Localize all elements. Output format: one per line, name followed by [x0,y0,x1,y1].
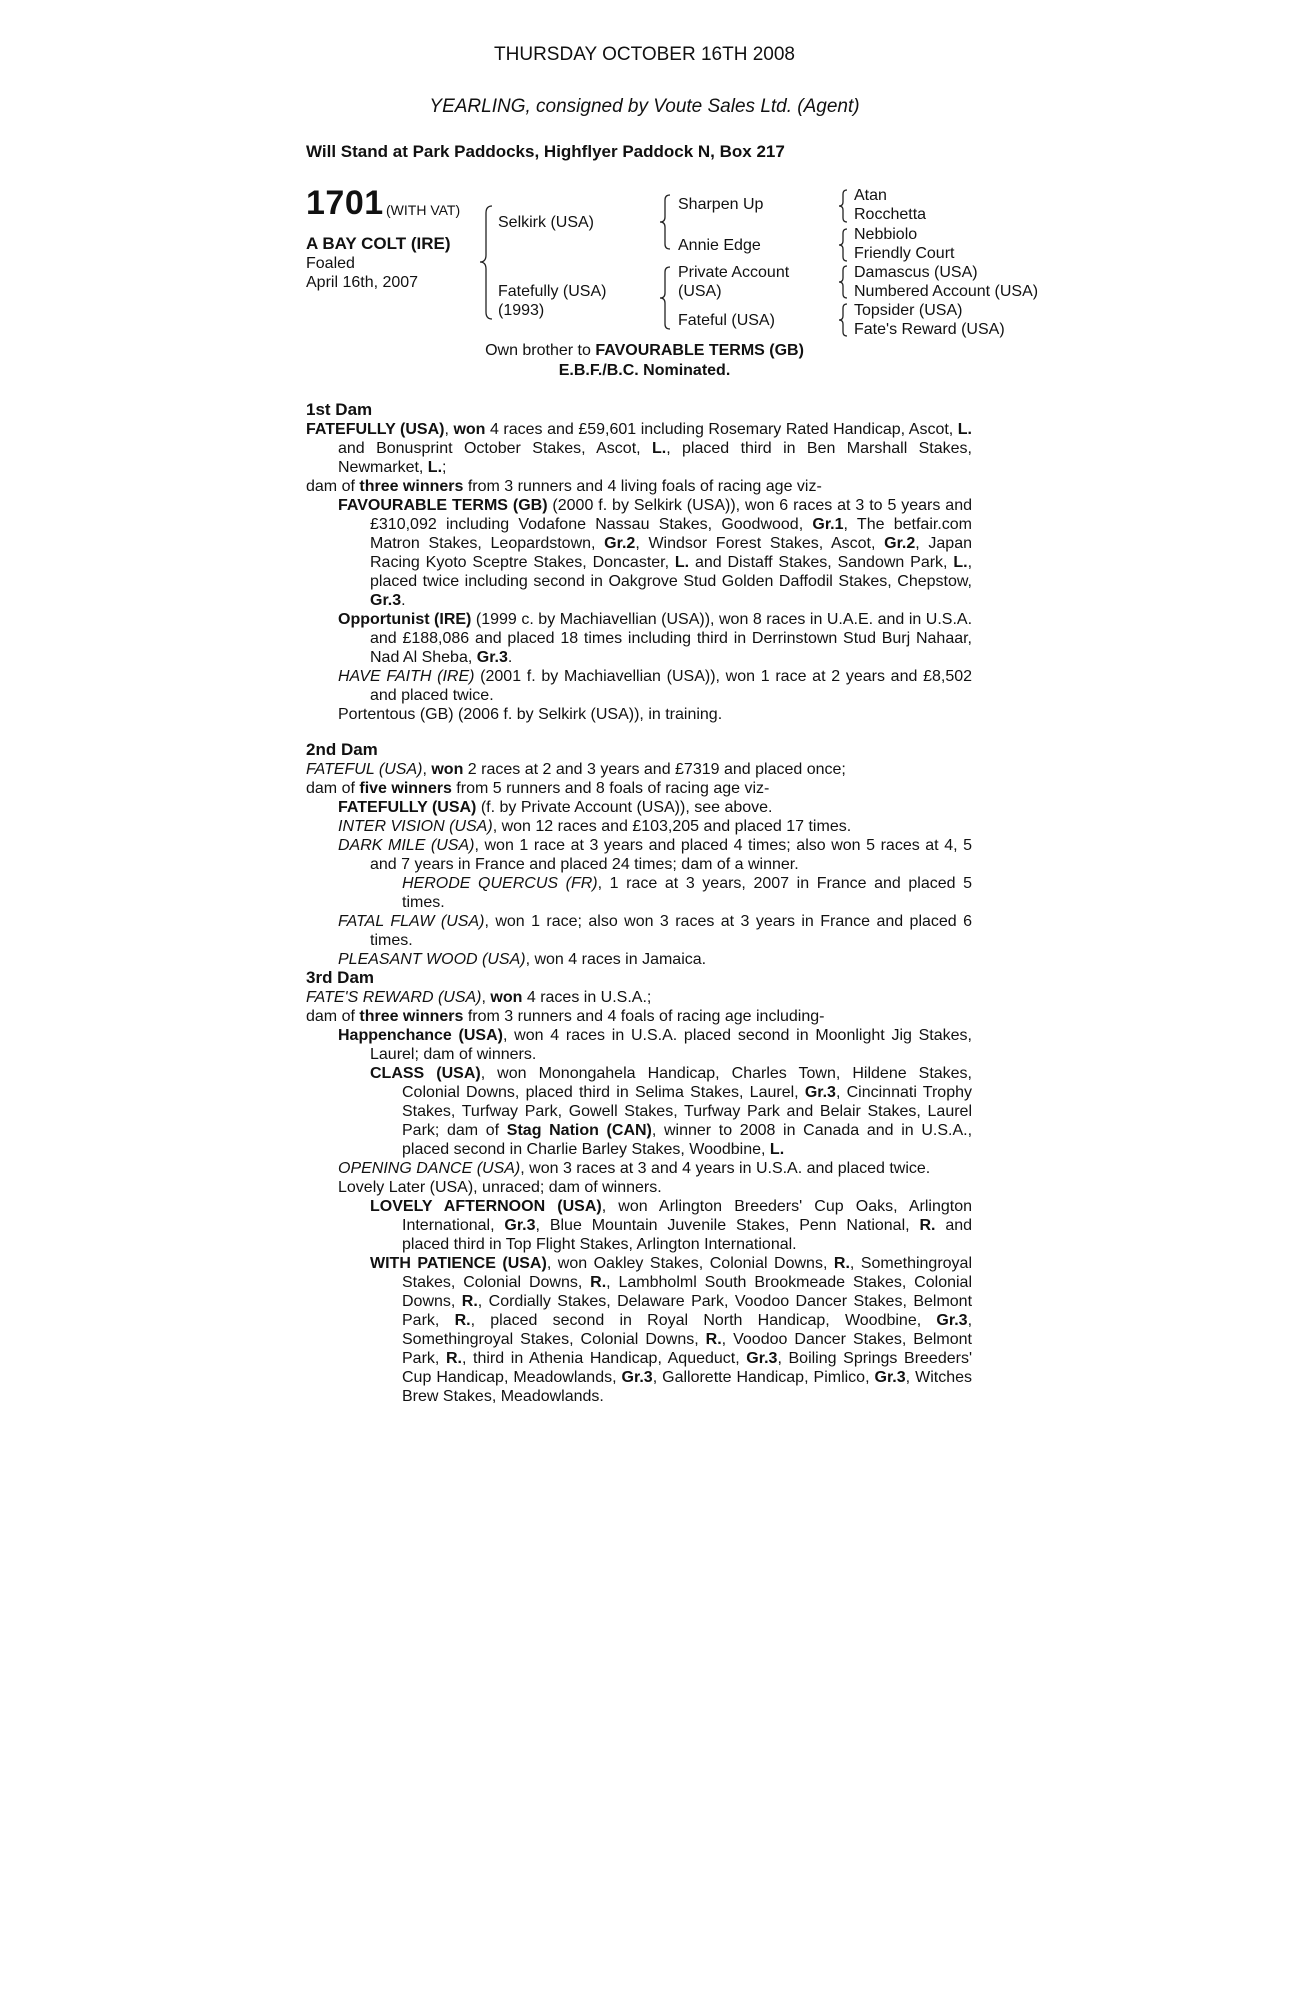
text-run: Gr.3 [746,1350,778,1367]
text-run: , placed third in Ben Marshall Stakes, Newmarket, [338,440,972,476]
text-run: R. [705,1331,722,1348]
text-run: L. [769,1141,785,1158]
text-run: from 5 runners and 8 foals of racing age viz- [451,780,770,797]
text-run: Gr.3 [621,1369,653,1386]
pedigree-brace-sire [658,194,672,250]
text-run: L. [674,554,690,571]
produce-entry-grandchild [306,1197,972,1254]
text-run: three winners [359,478,464,495]
text-run: FATE'S REWARD (USA) [306,989,482,1006]
text-run: Gr.2 [604,535,636,552]
text-run: FATEFULLY (USA) [306,421,445,438]
text-run: L. [427,459,443,476]
first-dam-section [306,400,972,724]
text-run: won [431,761,464,778]
text-run: FATAL FLAW (USA) [338,913,485,930]
text-run: , Lambholml South Brookmeade Stakes, Colonial Downs, [402,1274,972,1310]
text-run: , Boiling Springs Breeders' Cup Handicap, Meadowlands, [402,1350,972,1386]
text-run: , Gallorette Handicap, Pimlico, [652,1369,875,1386]
text-run: , Blue Mountain Juvenile Stakes, Penn National, [535,1217,920,1234]
text-run: and placed third in Top Flight Stakes, Arlington International. [402,1217,973,1253]
text-run: , won Oakley Stakes, Colonial Downs, [546,1255,834,1272]
pedigree-dam-sire-origin: (USA) [678,283,722,300]
produce-entry-grandchild [306,1064,972,1159]
lot-number: 1701 [306,184,384,222]
pedigree-gen3-5: Damascus (USA) [854,264,978,281]
produce-entry [306,912,972,950]
pedigree-gen3-2: Rocchetta [854,206,927,223]
pedigree-sire-sire: Sharpen Up [678,196,764,213]
pedigree-sire-dam: Annie Edge [678,237,761,254]
stand-location: Will Stand at Park Paddocks, Highflyer Paddock N, Box 217 [306,142,785,161]
text-run: FATEFUL (USA) [306,761,423,778]
text-run: , won Arlington Breeders' Cup Oaks, Arlington International, [402,1198,972,1234]
produce-entry [306,950,972,969]
produce-entry [306,836,972,874]
text-run: , Japan Racing Kyoto Sceptre Stakes, Doncaster, [370,535,973,571]
produce-entry [306,817,972,836]
text-run: Gr.3 [936,1312,968,1329]
text-run: , won 1 race; also won 3 races at 3 years in France and placed 6 times. [370,913,973,949]
first-dam-record [306,420,972,477]
text-run: CLASS (USA) [370,1065,481,1082]
text-run: , Somethingroyal Stakes, Colonial Downs, [402,1255,972,1291]
pedigree-brace-gen3-3 [837,265,849,299]
text-run: , won 3 races at 3 and 4 years in U.S.A. and placed twice. [520,1160,931,1177]
text-run: FATEFULLY (USA) [338,799,477,816]
text-run: DARK MILE (USA) [338,837,475,854]
text-run: (1999 c. by Machiavellian (USA)), won 8 races in U.A.E. and in U.S.A. and £188,086 and placed 18 times including third in Derrinstown Stud Burj Nahaar, Nad Al Sheba, [370,611,973,666]
text-run: five winners [359,780,452,797]
third-dam-section [306,968,972,1406]
pedigree-gen3-6: Numbered Account (USA) [854,283,1039,300]
pedigree-brace-dam [658,266,672,330]
pedigree-dam-sire: Private Account [678,264,790,281]
pedigree-gen3-7: Topsider (USA) [854,302,963,319]
text-run: Gr.3 [476,649,508,666]
produce-entry [306,1159,972,1178]
pedigree-gen3-4: Friendly Court [854,245,955,262]
second-dam-record [306,760,972,779]
text-run: R. [461,1293,478,1310]
text-run: . [401,592,406,609]
text-run: , Voodoo Dancer Stakes, Belmont Park, [402,1331,972,1367]
consignment-line: YEARLING, consigned by Voute Sales Ltd. (Agent) [429,96,860,117]
text-run: , Cordially Stakes, Delaware Park, Voodoo Dancer Stakes, Belmont Park, [402,1293,973,1329]
text-run: dam of [306,780,360,797]
text-run: from 3 runners and 4 foals of racing age including- [463,1008,825,1025]
text-run: LOVELY AFTERNOON (USA) [370,1198,602,1215]
text-run: , Cincinnati Trophy Stakes, Turfway Park, Gowell Stakes, Turfway Park and Belair Stakes, Laurel Park; dam of [402,1084,973,1139]
sale-date: THURSDAY OCTOBER 16TH 2008 [494,44,795,65]
produce-entry [306,1178,972,1197]
text-run: and Distaff Stakes, Sandown Park, [689,554,954,571]
text-run: Gr.2 [884,535,916,552]
text-run: , Windsor Forest Stakes, Ascot, [635,535,885,552]
text-run: HAVE FAITH (IRE) [338,668,475,685]
text-run: , won 12 races and £103,205 and placed 17 times. [492,818,852,835]
text-run: 4 races in U.S.A.; [522,989,652,1006]
own-brother-note [0,342,1289,360]
foaled-label: Foaled [306,255,355,272]
produce-entry [306,1026,972,1064]
third-dam-heading: 3rd Dam [306,968,375,987]
text-run: (2001 f. by Machiavellian (USA)), won 1 race at 2 years and £8,502 and placed twice. [370,668,973,704]
text-run: , [422,761,432,778]
produce-entry [306,496,972,610]
text-run: HERODE QUERCUS (FR) [402,875,598,892]
text-run: , third in Athenia Handicap, Aqueduct, [461,1350,747,1367]
pedigree-brace-gen3-2 [837,228,849,262]
text-run: Portentous (GB) (2006 f. by Selkirk (USA)), in training. [338,706,723,723]
third-dam-record [306,988,972,1007]
text-run: INTER VISION (USA) [338,818,493,835]
third-dam-produce-summary [306,1007,972,1026]
text-run: , won 1 race at 3 years and placed 4 times; also won 5 races at 4, 5 and 7 years in France and placed 24 times; dam of a winner. [370,837,972,873]
text-run: L. [651,440,667,457]
text-run: R. [445,1350,462,1367]
text-run: (f. by Private Account (USA)), see above. [476,799,773,816]
vat-note: (WITH VAT) [386,202,461,218]
text-run: OPENING DANCE (USA) [338,1160,521,1177]
pedigree-sire: Selkirk (USA) [498,214,595,231]
text-run: Gr.3 [370,592,402,609]
text-run: , placed twice including second in Oakgrove Stud Golden Daffodil Stakes, Chepstow, [370,554,973,590]
text-run: , Witches Brew Stakes, Meadowlands. [402,1369,972,1405]
pedigree-dam-year: (1993) [498,302,545,319]
text-run: Gr.3 [874,1369,906,1386]
text-run: dam of [306,478,360,495]
pedigree-dam-dam: Fateful (USA) [678,312,775,329]
text-run: Lovely Later (USA), unraced; dam of winners. [338,1179,662,1196]
produce-entry-grandchild [306,1254,972,1406]
text-run: , won Monongahela Handicap, Charles Town, Hildene Stakes, Colonial Downs, placed third in Selima Stakes, Laurel, [402,1065,973,1101]
text-run: , Somethingroyal Stakes, Colonial Downs, [402,1312,973,1348]
text-run: , placed second in Royal North Handicap, Woodbine, [470,1312,937,1329]
produce-entry [306,705,972,724]
text-run: , The betfair.com Matron Stakes, Leopardstown, [370,516,972,552]
lot-description: A BAY COLT (IRE) [306,234,451,253]
first-dam-produce-summary [306,477,972,496]
text-run: , [481,989,491,1006]
first-dam-heading: 1st Dam [306,400,373,419]
produce-entry [306,667,972,705]
text-run: Gr.1 [812,516,844,533]
nomination-note: E.B.F./B.C. Nominated. [558,362,731,379]
text-run: , 1 race at 3 years, 2007 in France and placed 5 times. [402,875,973,911]
text-run: 4 races and £59,601 including Rosemary Rated Handicap, Ascot, [485,421,958,438]
text-run: R. [833,1255,850,1272]
produce-entry [306,610,972,667]
text-run: won [453,421,486,438]
own-brother-prefix: Own brother to [485,342,596,359]
text-run: R. [590,1274,607,1291]
text-run: FAVOURABLE TERMS (GB) [338,497,548,514]
pedigree-gen3-3: Nebbiolo [854,226,918,243]
pedigree-dam: Fatefully (USA) [498,283,607,300]
produce-entry-grandchild [306,874,972,912]
text-run: L. [953,554,968,571]
text-run: (2000 f. by Selkirk (USA)), won 6 races at 3 to 5 years and £310,092 including Vodafone Nassau Stakes, Goodwood, [370,497,972,533]
text-run: ; [442,459,447,476]
text-run: L. [957,421,972,438]
text-run: 2 races at 2 and 3 years and £7319 and placed once; [463,761,846,778]
pedigree-brace-gen3-1 [837,189,849,223]
text-run: Opportunist (IRE) [338,611,472,628]
second-dam-produce-summary [306,779,972,798]
text-run: won [490,989,523,1006]
pedigree-gen3-8: Fate's Reward (USA) [854,321,1005,338]
text-run: Gr.3 [504,1217,536,1234]
text-run: and Bonusprint October Stakes, Ascot, [338,440,652,457]
text-run: R. [919,1217,936,1234]
foaled-date: April 16th, 2007 [306,274,419,291]
text-run: WITH PATIENCE (USA) [370,1255,547,1272]
second-dam-heading: 2nd Dam [306,740,378,759]
text-run: . [507,649,513,666]
text-run: , won 4 races in U.S.A. placed second in Moonlight Jig Stakes, Laurel; dam of winners. [370,1027,972,1063]
own-brother-name: FAVOURABLE TERMS (GB) [595,342,804,359]
text-run: dam of [306,1008,360,1025]
produce-entry [306,798,972,817]
text-run: from 3 runners and 4 living foals of racing age viz- [463,478,822,495]
second-dam-section [306,740,972,969]
pedigree-gen3-1: Atan [854,187,887,204]
text-run: PLEASANT WOOD (USA) [338,951,526,968]
text-run: , won 4 races in Jamaica. [525,951,707,968]
text-run: Gr.3 [804,1084,836,1101]
pedigree-brace-gen1 [478,205,494,320]
pedigree-brace-gen3-4 [837,303,849,337]
text-run: Happenchance (USA) [338,1027,503,1044]
text-run: R. [454,1312,471,1329]
text-run: , [444,421,454,438]
text-run: Stag Nation (CAN) [506,1122,652,1139]
text-run: , winner to 2008 in Canada and in U.S.A., placed second in Charlie Barley Stakes, Woodbine, [402,1122,973,1158]
text-run: three winners [359,1008,464,1025]
